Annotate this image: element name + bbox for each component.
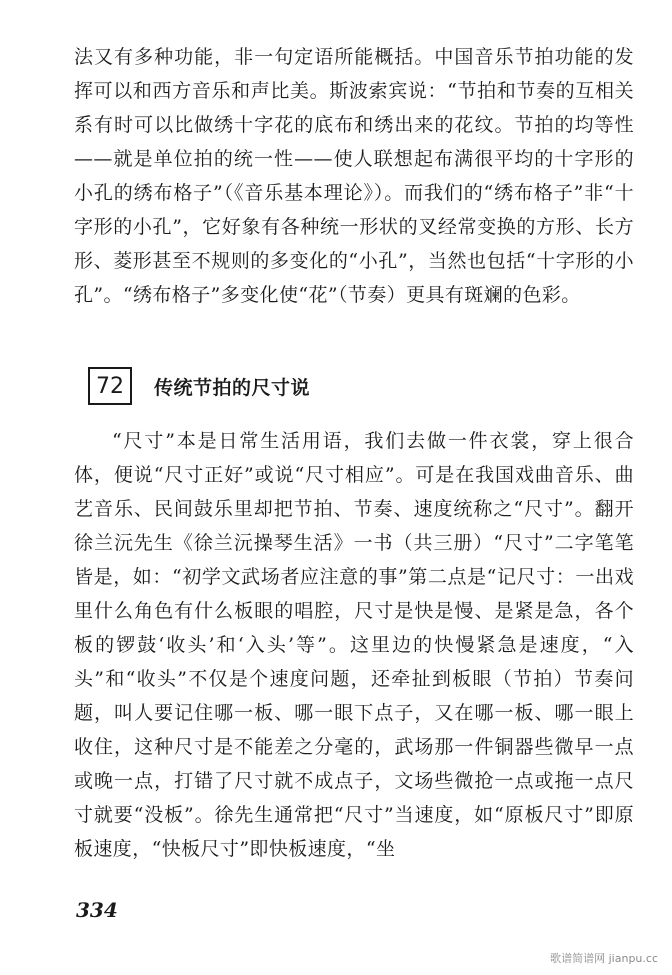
page-number: 334 [76, 898, 118, 922]
section-number-box: 72 [88, 367, 132, 405]
body-paragraph: “尺寸”本是日常生活用语，我们去做一件衣裳，穿上很合体，便说“尺寸正好”或说“尺寸相应”。可是在我国戏曲音乐、曲艺音乐、民间鼓乐里却把节拍、节奏、速度统称之“尺寸”。翻开徐兰沅先生《徐兰沅操琴生活》一书（共三册）“尺寸”二字笔笔皆是，如：“初学文武场者应注意的事”第二点是“记尺寸：一出戏里什么角色有什么板眼的唱腔，尺寸是快是慢、是紧是急，各个板的锣鼓‘收头’和‘入头’等”。这里边的快慢紧急是速度，“入头”和“收头”不仅是个速度问题，还牵扯到板眼（节拍）节奏问题，叫人要记住哪一板、哪一眼下点子，又在哪一板、哪一眼上收住，这种尺寸是不能差之分毫的，武场那一件铜器些微早一点或晚一点，打错了尺寸就不成点子，文场些微抢一点或拖一点尺寸就要“没板”。徐先生通常把“尺寸”当速度，如“原板尺寸”即原板速度，“快板尺寸”即快板速度，“坐 [74, 430, 634, 860]
body-paragraph-continued: 法又有多种功能，非一句定语所能概括。中国音乐节拍功能的发挥可以和西方音乐和声比美。斯波索宾说：“节拍和节奏的互相关系有时可以比做绣十字花的底布和绣出来的花纹。节拍的均等性——就是单位拍的统一性——使人联想起布满很平均的十字形的小孔的绣布格子”（《音乐基本理论》）。而我们的“绣布格子”非“十字形的小孔”，它好象有各种统一形状的叉经常变换的方形、长方形、菱形甚至不规则的多变化的“小孔”，当然也包括“十字形的小孔”。“绣布格子”多变化使“花”（节奏）更具有斑斓的色彩。 [74, 46, 634, 306]
section-title: 传统节拍的尺寸说 [154, 376, 311, 399]
section-heading [88, 367, 310, 405]
site-watermark: 歌谱简谱网 jianpu.cc [550, 952, 658, 965]
